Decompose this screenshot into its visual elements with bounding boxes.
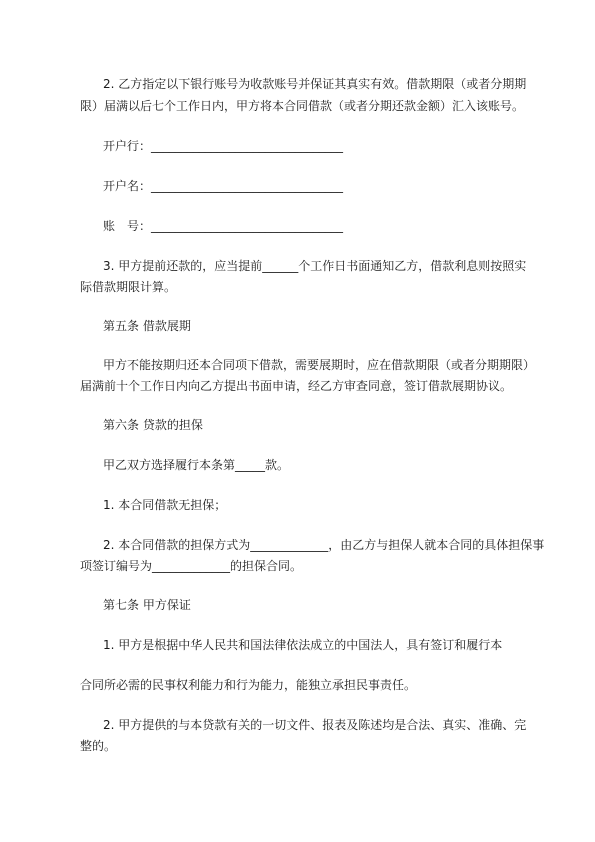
clause-4-item-3-line-2: 际借款期限计算。 — [80, 280, 177, 294]
bank-name-field: 开户行：________________________________ — [103, 139, 344, 153]
account-holder-field: 开户名：________________________________ — [103, 179, 344, 193]
clause-6-heading: 第六条 贷款的担保 — [103, 418, 203, 432]
clause-4-item-2-line-2: 限）届满以后七个工作日内，甲方将本合同借款（或者分期还款金额）汇入该账号。 — [80, 99, 525, 113]
clause-7-item-1-line-1: 1. 甲方是根据中华人民共和国法律依法成立的中国法人，具有签订和履行本 — [103, 638, 503, 652]
clause-7-item-2-line-2: 整的。 — [80, 739, 117, 753]
clause-6-item-1: 1. 本合同借款无担保； — [103, 498, 227, 512]
clause-6-item-2-line-1: 2. 本合同借款的担保方式为_____________，由乙方与担保人就本合同的具体担保事 — [103, 538, 545, 552]
clause-5-body-line-1: 甲方不能按期归还本合同项下借款，需要展期时，应在借款期限（或者分期期限） — [103, 358, 536, 372]
clause-5-body-line-2: 届满前十个工作日内向乙方提出书面申请，经乙方审查同意，签订借款展期协议。 — [80, 379, 513, 393]
account-number-field: 账 号：________________________________ — [103, 219, 344, 233]
clause-6-choice: 甲乙双方选择履行本条第_____款。 — [103, 458, 290, 472]
clause-6-item-2-line-2: 项签订编号为_____________的担保合同。 — [80, 559, 303, 573]
clause-5-heading: 第五条 借款展期 — [103, 319, 191, 333]
clause-7-item-2-line-1: 2. 甲方提供的与本贷款有关的一切文件、报表及陈述均是合法、真实、准确、完 — [103, 718, 527, 732]
clause-7-heading: 第七条 甲方保证 — [103, 598, 191, 612]
clause-4-item-3-line-1: 3. 甲方提前还款的，应当提前______个工作日书面通知乙方，借款利息则按照实 — [103, 259, 527, 273]
clause-7-item-1-line-2: 合同所必需的民事权利能力和行为能力，能独立承担民事责任。 — [80, 678, 417, 692]
clause-4-item-2-line-1: 2. 乙方指定以下银行账号为收款账号并保证其真实有效。借款期限（或者分期期 — [103, 77, 527, 91]
